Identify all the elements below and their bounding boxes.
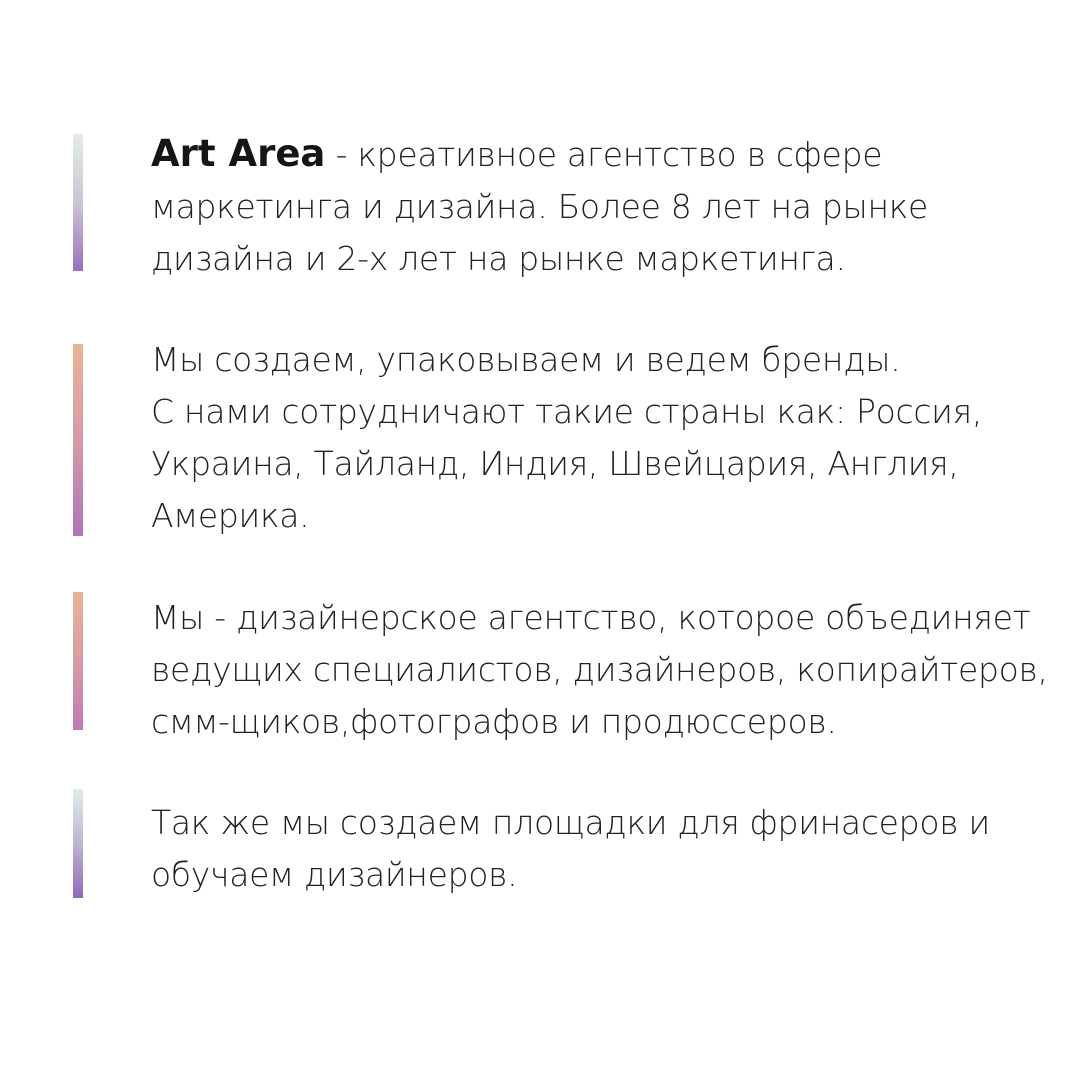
accent-bar [73, 592, 83, 730]
agency-text [151, 592, 1051, 748]
accent-bar [73, 789, 83, 898]
brands-line-4: Америка. [151, 496, 310, 535]
intro-line-1-rest: - креативное агентство в сфере [325, 135, 883, 174]
agency-line-1: Мы - дизайнерское агентство, которое объединяет [151, 598, 1031, 637]
intro-line-3: дизайна и 2-х лет на рынке маркетинга. [151, 239, 846, 278]
intro-line-2: маркетинга и дизайна. Более 8 лет на рынке [151, 187, 929, 226]
agency-line-2: ведущих специалистов, дизайнеров, копирайтеров, [151, 650, 1048, 689]
platforms-line-1: Так же мы создаем площадки для фринасеров и [151, 803, 990, 842]
intro-line-1 [151, 128, 1051, 181]
brands-text [151, 334, 1051, 542]
brands-line-3: Украина, Тайланд, Индия, Швейцария, Англия, [151, 444, 959, 483]
brands-line-2: С нами сотрудничают такие страны как: Россия, [151, 392, 983, 431]
platforms-text [151, 797, 1051, 901]
brand-name: Art Area [151, 132, 326, 175]
accent-bar [73, 134, 83, 271]
intro-text [151, 128, 1051, 285]
platforms-line-2: обучаем дизайнеров. [151, 855, 518, 894]
accent-bar [73, 344, 83, 536]
brands-line-1: Мы создаем, упаковываем и ведем бренды. [151, 340, 901, 379]
agency-line-3: смм-щиков,фотографов и продюссеров. [151, 702, 837, 741]
